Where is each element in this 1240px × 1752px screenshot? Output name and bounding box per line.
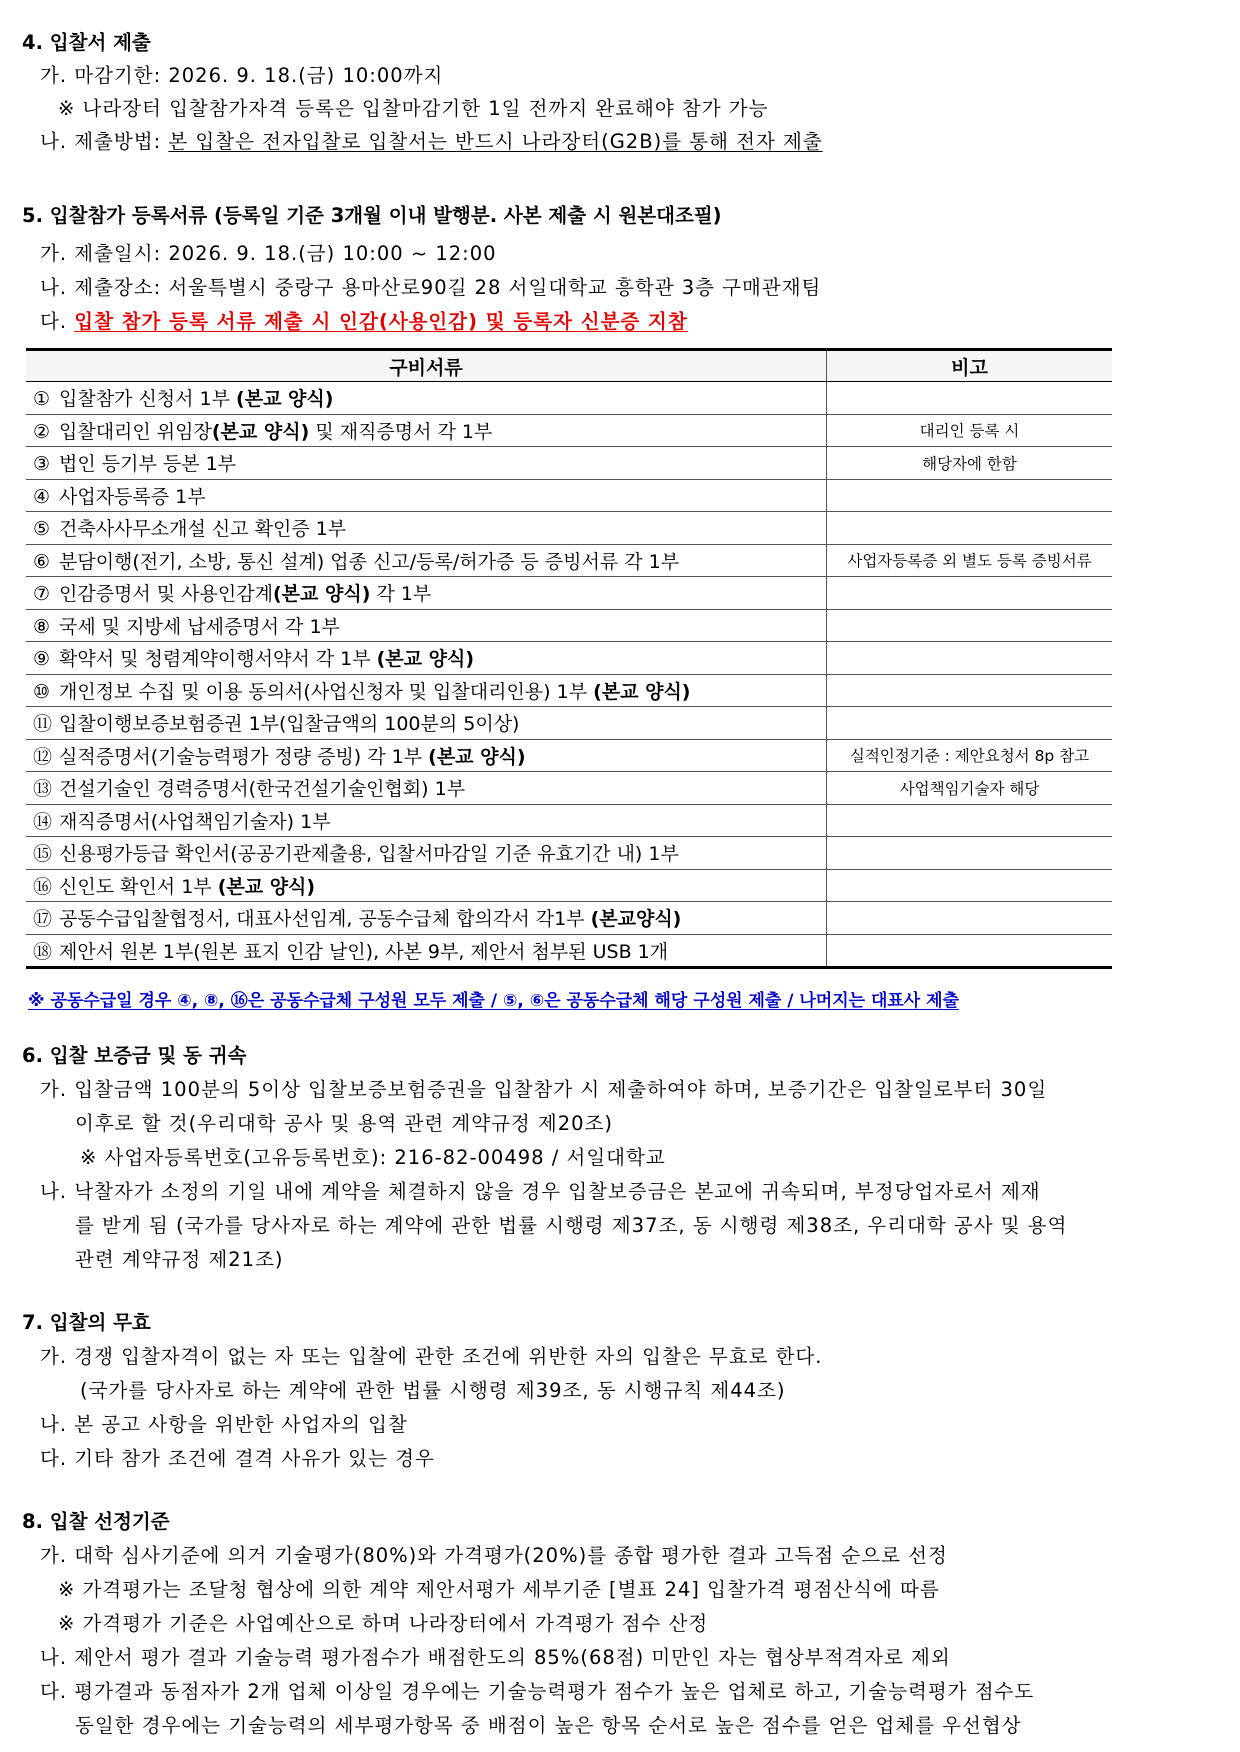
item-text: 건설기술인 경력증명서(한국건설기술인협회) 1부	[59, 778, 466, 801]
document-cell	[26, 577, 827, 610]
section-6-b-line3: 관련 계약규정 제21조)	[75, 1248, 284, 1271]
item-number: ⑥	[33, 550, 51, 573]
table-row	[26, 577, 1112, 610]
document-cell	[26, 934, 827, 968]
section-6-b-line2: 를 받게 됨 (국가를 당사자로 하는 계약에 관한 법률 시행령 제37조, 동 시행령 제38조, 우리대학 공사 및 용역	[75, 1214, 1068, 1237]
table-row	[26, 382, 1112, 415]
item-text: 건축사사무소개설 신고 확인증 1부	[59, 518, 347, 541]
table-row	[26, 512, 1112, 545]
section-6-title: 6. 입찰 보증금 및 동 귀속	[22, 1044, 247, 1067]
section-5-place: 나. 제출장소: 서울특별시 중랑구 용마산로90길 28 서일대학교 흥학관 3층 구매관재팀	[40, 276, 822, 299]
table-row	[26, 707, 1112, 740]
item-number: ②	[33, 420, 51, 443]
section-8-note2: ※ 가격평가 기준은 사업예산으로 하며 나라장터에서 가격평가 점수 산정	[58, 1612, 709, 1635]
section-8-c-line1: 다. 평가결과 동점자가 2개 업체 이상일 경우에는 기술능력평가 점수가 높은 업체로 하고, 기술능력평가 점수도	[40, 1680, 1035, 1703]
document-cell	[26, 772, 827, 805]
table-row	[26, 739, 1112, 772]
section-4-method-prefix: 나. 제출방법:	[40, 130, 169, 153]
column-header-remarks: 비고	[827, 350, 1113, 382]
remark-cell	[827, 479, 1113, 512]
item-text: 입찰이행보증보험증권 1부(입찰금액의 100분의 5이상)	[59, 713, 520, 736]
item-form-label: (본교 양식)	[593, 680, 691, 703]
remark-cell	[827, 512, 1113, 545]
item-text: 입찰참가 신청서 1부	[59, 388, 237, 411]
table-body	[26, 382, 1112, 968]
item-number: ①	[33, 388, 51, 411]
item-text-tail: 및 재직증명서 각 1부	[309, 420, 493, 443]
item-form-label: (본교 양식)	[211, 420, 310, 443]
section-7-b: 나. 본 공고 사항을 위반한 사업자의 입찰	[40, 1413, 408, 1436]
remark-cell	[827, 674, 1113, 707]
remark-cell	[827, 804, 1113, 837]
table-row	[26, 609, 1112, 642]
section-8-title: 8. 입찰 선정기준	[22, 1510, 170, 1533]
section-6-a-line2: 이후로 할 것(우리대학 공사 및 용역 관련 계약규정 제20조)	[75, 1112, 614, 1135]
section-4-note: ※ 나라장터 입찰참가자격 등록은 입찰마감기한 1일 전까지 완료해야 참가 가능	[58, 97, 769, 120]
remark-cell: 해당자에 한함	[827, 447, 1113, 480]
document-cell	[26, 414, 827, 447]
item-number: ⑤	[33, 518, 51, 541]
table-row	[26, 479, 1112, 512]
section-5-notice-prefix: 다.	[40, 310, 75, 333]
item-form-label: (본교 양식)	[236, 388, 334, 411]
item-text: 신용평가등급 확인서(공공기관제출용, 입찰서마감일 기준 유효기간 내) 1부	[59, 843, 679, 866]
item-number: ⑭	[33, 810, 53, 833]
required-documents-table	[26, 348, 1112, 969]
item-number: ③	[33, 453, 51, 476]
remark-cell: 대리인 등록 시	[827, 414, 1113, 447]
column-header-documents: 구비서류	[26, 350, 827, 382]
section-8-c-line2: 동일한 경우에는 기술능력의 세부평가항목 중 배점이 높은 항목 순서로 높은 점수를 얻은 업체를 우선협상	[75, 1714, 1022, 1737]
item-text: 개인정보 수집 및 이용 동의서(사업신청자 및 입찰대리인용) 1부	[59, 680, 594, 703]
document-cell	[26, 447, 827, 480]
item-number: ⑱	[33, 940, 53, 963]
section-5-notice	[40, 309, 688, 335]
remark-cell	[827, 934, 1113, 968]
section-7-c: 다. 기타 참가 조건에 결격 사유가 있는 경우	[40, 1447, 435, 1470]
section-5-datetime: 가. 제출일시: 2026. 9. 18.(금) 10:00 ~ 12:00	[40, 242, 497, 265]
table-row	[26, 837, 1112, 870]
item-number: ⑫	[33, 745, 53, 768]
table-row	[26, 804, 1112, 837]
document-cell	[26, 479, 827, 512]
item-form-label: (본교양식)	[590, 908, 682, 931]
section-5-notice-text: 입찰 참가 등록 서류 제출 시 인감(사용인감) 및 등록자 신분증 지참	[74, 310, 688, 333]
item-number: ⑩	[33, 680, 51, 703]
section-8-note1: ※ 가격평가는 조달청 협상에 의한 계약 제안서평가 세부기준 [별표 24] 입찰가격 평점산식에 따름	[58, 1578, 940, 1601]
table-header-row	[26, 350, 1112, 382]
item-text: 공동수급입찰협정서, 대표사선임계, 공동수급체 합의각서 각1부	[59, 908, 591, 931]
table-row	[26, 544, 1112, 577]
document-cell	[26, 512, 827, 545]
item-text: 제안서 원본 1부(원본 표지 인감 날인), 사본 9부, 제안서 첨부된 USB 1개	[59, 940, 669, 963]
table-row	[26, 414, 1112, 447]
section-4-title: 4. 입찰서 제출	[22, 31, 151, 54]
document-cell	[26, 902, 827, 935]
document-cell	[26, 837, 827, 870]
joint-bid-note: ※ 공동수급일 경우 ④, ⑧, ⑯은 공동수급체 구성원 모두 제출 / ⑤, ⑥은 공동수급체 해당 구성원 제출 / 나머지는 대표사 제출	[28, 991, 959, 1011]
table-row	[26, 869, 1112, 902]
remark-cell: 실적인정기준 : 제안요청서 8p 참고	[827, 739, 1113, 772]
section-7-a-line2: (국가를 당사자로 하는 계약에 관한 법률 시행령 제39조, 동 시행규칙 제44조)	[80, 1379, 786, 1402]
remark-cell	[827, 382, 1113, 415]
item-number: ④	[33, 485, 51, 508]
item-text: 입찰대리인 위임장	[59, 420, 212, 443]
item-number: ⑪	[33, 713, 53, 736]
item-text-tail: 각 1부	[370, 583, 432, 606]
section-8-a: 가. 대학 심사기준에 의거 기술평가(80%)와 가격평가(20%)를 종합 평가한 결과 고득점 순으로 선정	[40, 1544, 948, 1567]
document-cell	[26, 674, 827, 707]
item-form-label: (본교 양식)	[217, 875, 316, 898]
remark-cell: 사업책임기술자 해당	[827, 772, 1113, 805]
table-row	[26, 447, 1112, 480]
item-number: ⑰	[33, 908, 53, 931]
table-row	[26, 642, 1112, 675]
item-text: 분담이행(전기, 소방, 통신 설계) 업종 신고/등록/허가증 등 증빙서류 각 1부	[59, 550, 680, 573]
document-cell	[26, 382, 827, 415]
item-text: 재직증명서(사업책임기술자) 1부	[59, 810, 331, 833]
table-row	[26, 674, 1112, 707]
table-row	[26, 902, 1112, 935]
item-text: 국세 및 지방세 납세증명서 각 1부	[59, 615, 340, 638]
item-number: ⑨	[33, 648, 51, 671]
item-text: 사업자등록증 1부	[59, 485, 206, 508]
remark-cell	[827, 707, 1113, 740]
item-number: ⑮	[33, 843, 53, 866]
document-cell	[26, 804, 827, 837]
section-7-title: 7. 입찰의 무효	[22, 1311, 151, 1334]
table-row	[26, 934, 1112, 968]
item-form-label: (본교 양식)	[272, 583, 371, 606]
item-number: ⑯	[33, 875, 53, 898]
document-cell	[26, 642, 827, 675]
document-cell	[26, 739, 827, 772]
item-form-label: (본교 양식)	[428, 745, 526, 768]
section-4-deadline: 가. 마감기한: 2026. 9. 18.(금) 10:00까지	[40, 64, 444, 87]
remark-cell	[827, 609, 1113, 642]
item-number: ⑦	[33, 583, 51, 606]
section-4-method-text: 본 입찰은 전자입찰로 입찰서는 반드시 나라장터(G2B)를 통해 전자 제출	[168, 130, 823, 153]
document-cell	[26, 707, 827, 740]
item-number: ⑧	[33, 615, 51, 638]
item-text: 신인도 확인서 1부	[59, 875, 218, 898]
document-cell	[26, 869, 827, 902]
remark-cell: 사업자등록증 외 별도 등록 증빙서류	[827, 544, 1113, 577]
section-8-b: 나. 제안서 평가 결과 기술능력 평가점수가 배점한도의 85%(68점) 미만인 자는 협상부적격자로 제외	[40, 1646, 951, 1669]
item-text: 확약서 및 청렴계약이행서약서 각 1부	[59, 648, 377, 671]
remark-cell	[827, 869, 1113, 902]
table-row	[26, 772, 1112, 805]
section-6-registration-note: ※ 사업자등록번호(고유등록번호): 216-82-00498 / 서일대학교	[80, 1146, 666, 1169]
item-number: ⑬	[33, 778, 53, 801]
document-cell	[26, 609, 827, 642]
section-4-method	[40, 129, 823, 155]
section-6-a-line1: 가. 입찰금액 100분의 5이상 입찰보증보험증권을 입찰참가 시 제출하여야 하며, 보증기간은 입찰일로부터 30일	[40, 1078, 1048, 1101]
item-text: 인감증명서 및 사용인감계	[59, 583, 273, 606]
item-form-label: (본교 양식)	[376, 648, 475, 671]
remark-cell	[827, 642, 1113, 675]
item-text: 법인 등기부 등본 1부	[59, 453, 237, 476]
item-text: 실적증명서(기술능력평가 정량 증빙) 각 1부	[59, 745, 429, 768]
section-7-a-line1: 가. 경쟁 입찰자격이 없는 자 또는 입찰에 관한 조건에 위반한 자의 입찰은 무효로 한다.	[40, 1345, 823, 1368]
remark-cell	[827, 902, 1113, 935]
section-5-title: 5. 입찰참가 등록서류 (등록일 기준 3개월 이내 발행분. 사본 제출 시 원본대조필)	[22, 204, 722, 227]
remark-cell	[827, 837, 1113, 870]
section-6-b-line1: 나. 낙찰자가 소정의 기일 내에 계약을 체결하지 않을 경우 입찰보증금은 본교에 귀속되며, 부정당업자로서 제재	[40, 1180, 1041, 1203]
document-cell	[26, 544, 827, 577]
remark-cell	[827, 577, 1113, 610]
